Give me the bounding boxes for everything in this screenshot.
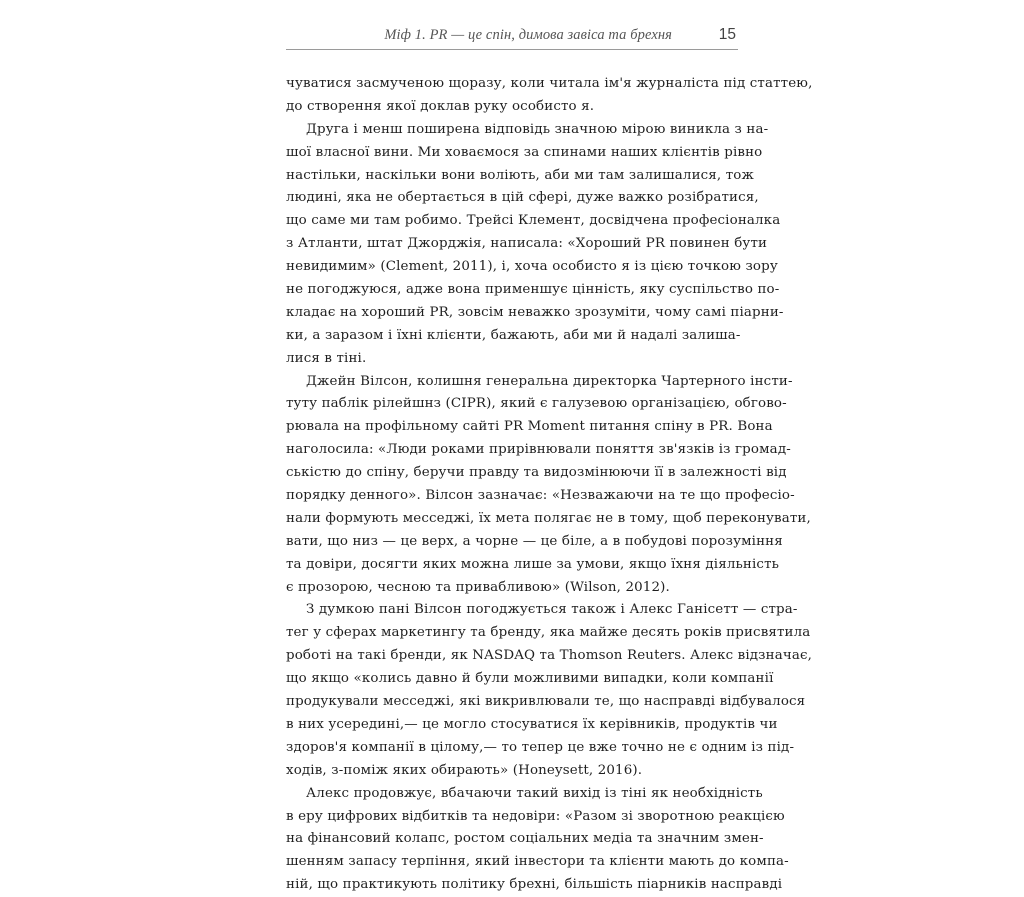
text-line: нали формують месседжі, їх мета полягає не в тому, щоб переконувати, xyxy=(286,510,811,526)
text-line: лися в тіні. xyxy=(286,350,367,366)
running-title: Міф 1. PR — це спін, димова завіса та брехня xyxy=(384,27,672,43)
text-line: та довіри, досягти яких можна лише за умови, якщо їхня діяльність xyxy=(286,556,780,572)
text-line: ки, а заразом і їхні клієнти, бажають, аби ми й надалі залиша- xyxy=(286,327,741,343)
text-line: Друга і менш поширена відповідь значною мірою виникла з на- xyxy=(306,121,769,137)
text-line: шенням запасу терпіння, який інвестори та клієнти мають до компа- xyxy=(286,854,789,870)
text-line: порядку денного». Вілсон зазначає: «Незважаючи на те що професіо- xyxy=(286,488,795,504)
text-line: Алекс продовжує, вбачаючи такий вихід із тіні як необхідність xyxy=(306,785,763,801)
text-line: в еру цифрових відбитків та недовіри: «Разом зі зворотною реакцією xyxy=(286,808,785,824)
text-line: наголосила: «Люди роками прирівнювали поняття зв'язків із громад- xyxy=(286,442,791,458)
book-page xyxy=(286,26,813,893)
text-line: здоров'я компанії в цілому,— то тепер це вже точно не є одним із під- xyxy=(286,739,795,755)
header-rule xyxy=(286,49,738,50)
text-line: в них усередині,— це могло стосуватися їх керівників, продуктів чи xyxy=(286,716,778,732)
text-line: з Атланти, штат Джорджія, написала: «Хороший PR повинен бути xyxy=(286,236,768,252)
running-head xyxy=(286,26,738,50)
text-line: рювала на профільному сайті PR Moment питання спіну в PR. Вона xyxy=(286,419,773,435)
text-line: Джейн Вілсон, колишня генеральна директорка Чартерного інсти- xyxy=(306,373,793,389)
text-line: невидимим» (Clement, 2011), і, хоча особисто я із цією точкою зору xyxy=(286,259,778,275)
text-line: З думкою пані Вілсон погоджується також і Алекс Ганісетт — стра- xyxy=(306,602,798,618)
text-line: людині, яка не обертається в цій сфері, дуже важко розібратися, xyxy=(286,190,759,206)
text-line: чуватися засмученою щоразу, коли читала ім'я журналіста під статтею, xyxy=(286,76,813,91)
text-line: до створення якої доклав руку особисто я. xyxy=(286,98,595,114)
text-line: не погоджуюся, адже вона применшує цінність, яку суспільство по- xyxy=(286,282,780,298)
text-line: є прозорою, чесною та привабливою» (Wilson, 2012). xyxy=(286,579,670,595)
text-line: продукували месседжі, які викривлювали те, що насправді відбувалося xyxy=(286,694,806,710)
text-line: ній, що практикують політику брехні, більшість піарників насправді xyxy=(286,877,783,893)
text-line: ськістю до спіну, беручи правду та видозмінюючи її в залежності від xyxy=(286,465,787,481)
page-number: 15 xyxy=(718,26,736,43)
text-line: шої власної вини. Ми ховаємося за спинами наших клієнтів рівно xyxy=(286,144,763,160)
text-line: що якщо «колись давно й були можливими випадки, коли компанії xyxy=(286,671,774,687)
text-line: ходів, з-поміж яких обирають» (Honeysett, 2016). xyxy=(286,762,643,778)
text-line: кладає на хороший PR, зовсім неважко зрозуміти, чому самі піарни- xyxy=(286,304,784,320)
body-text xyxy=(286,73,813,897)
text-line: настільки, наскільки вони воліють, аби ми там залишалися, тож xyxy=(286,167,754,183)
text-line: туту паблік рілейшнз (CIPR), який є галузевою організацією, обгово- xyxy=(286,396,787,412)
text-line: роботі на такі бренди, як NASDAQ та Thomson Reuters. Алекс відзначає, xyxy=(286,648,813,664)
text-line: вати, що низ — це верх, а чорне — це біле, а в побудові порозуміння xyxy=(286,533,783,549)
text-line: що саме ми там робимо. Трейсі Клемент, досвідчена професіоналка xyxy=(286,213,781,229)
text-line: на фінансовий колапс, ростом соціальних медіа та значним змен- xyxy=(286,831,764,847)
text-line: тег у сферах маркетингу та бренду, яка майже десять років присвятила xyxy=(286,625,811,641)
